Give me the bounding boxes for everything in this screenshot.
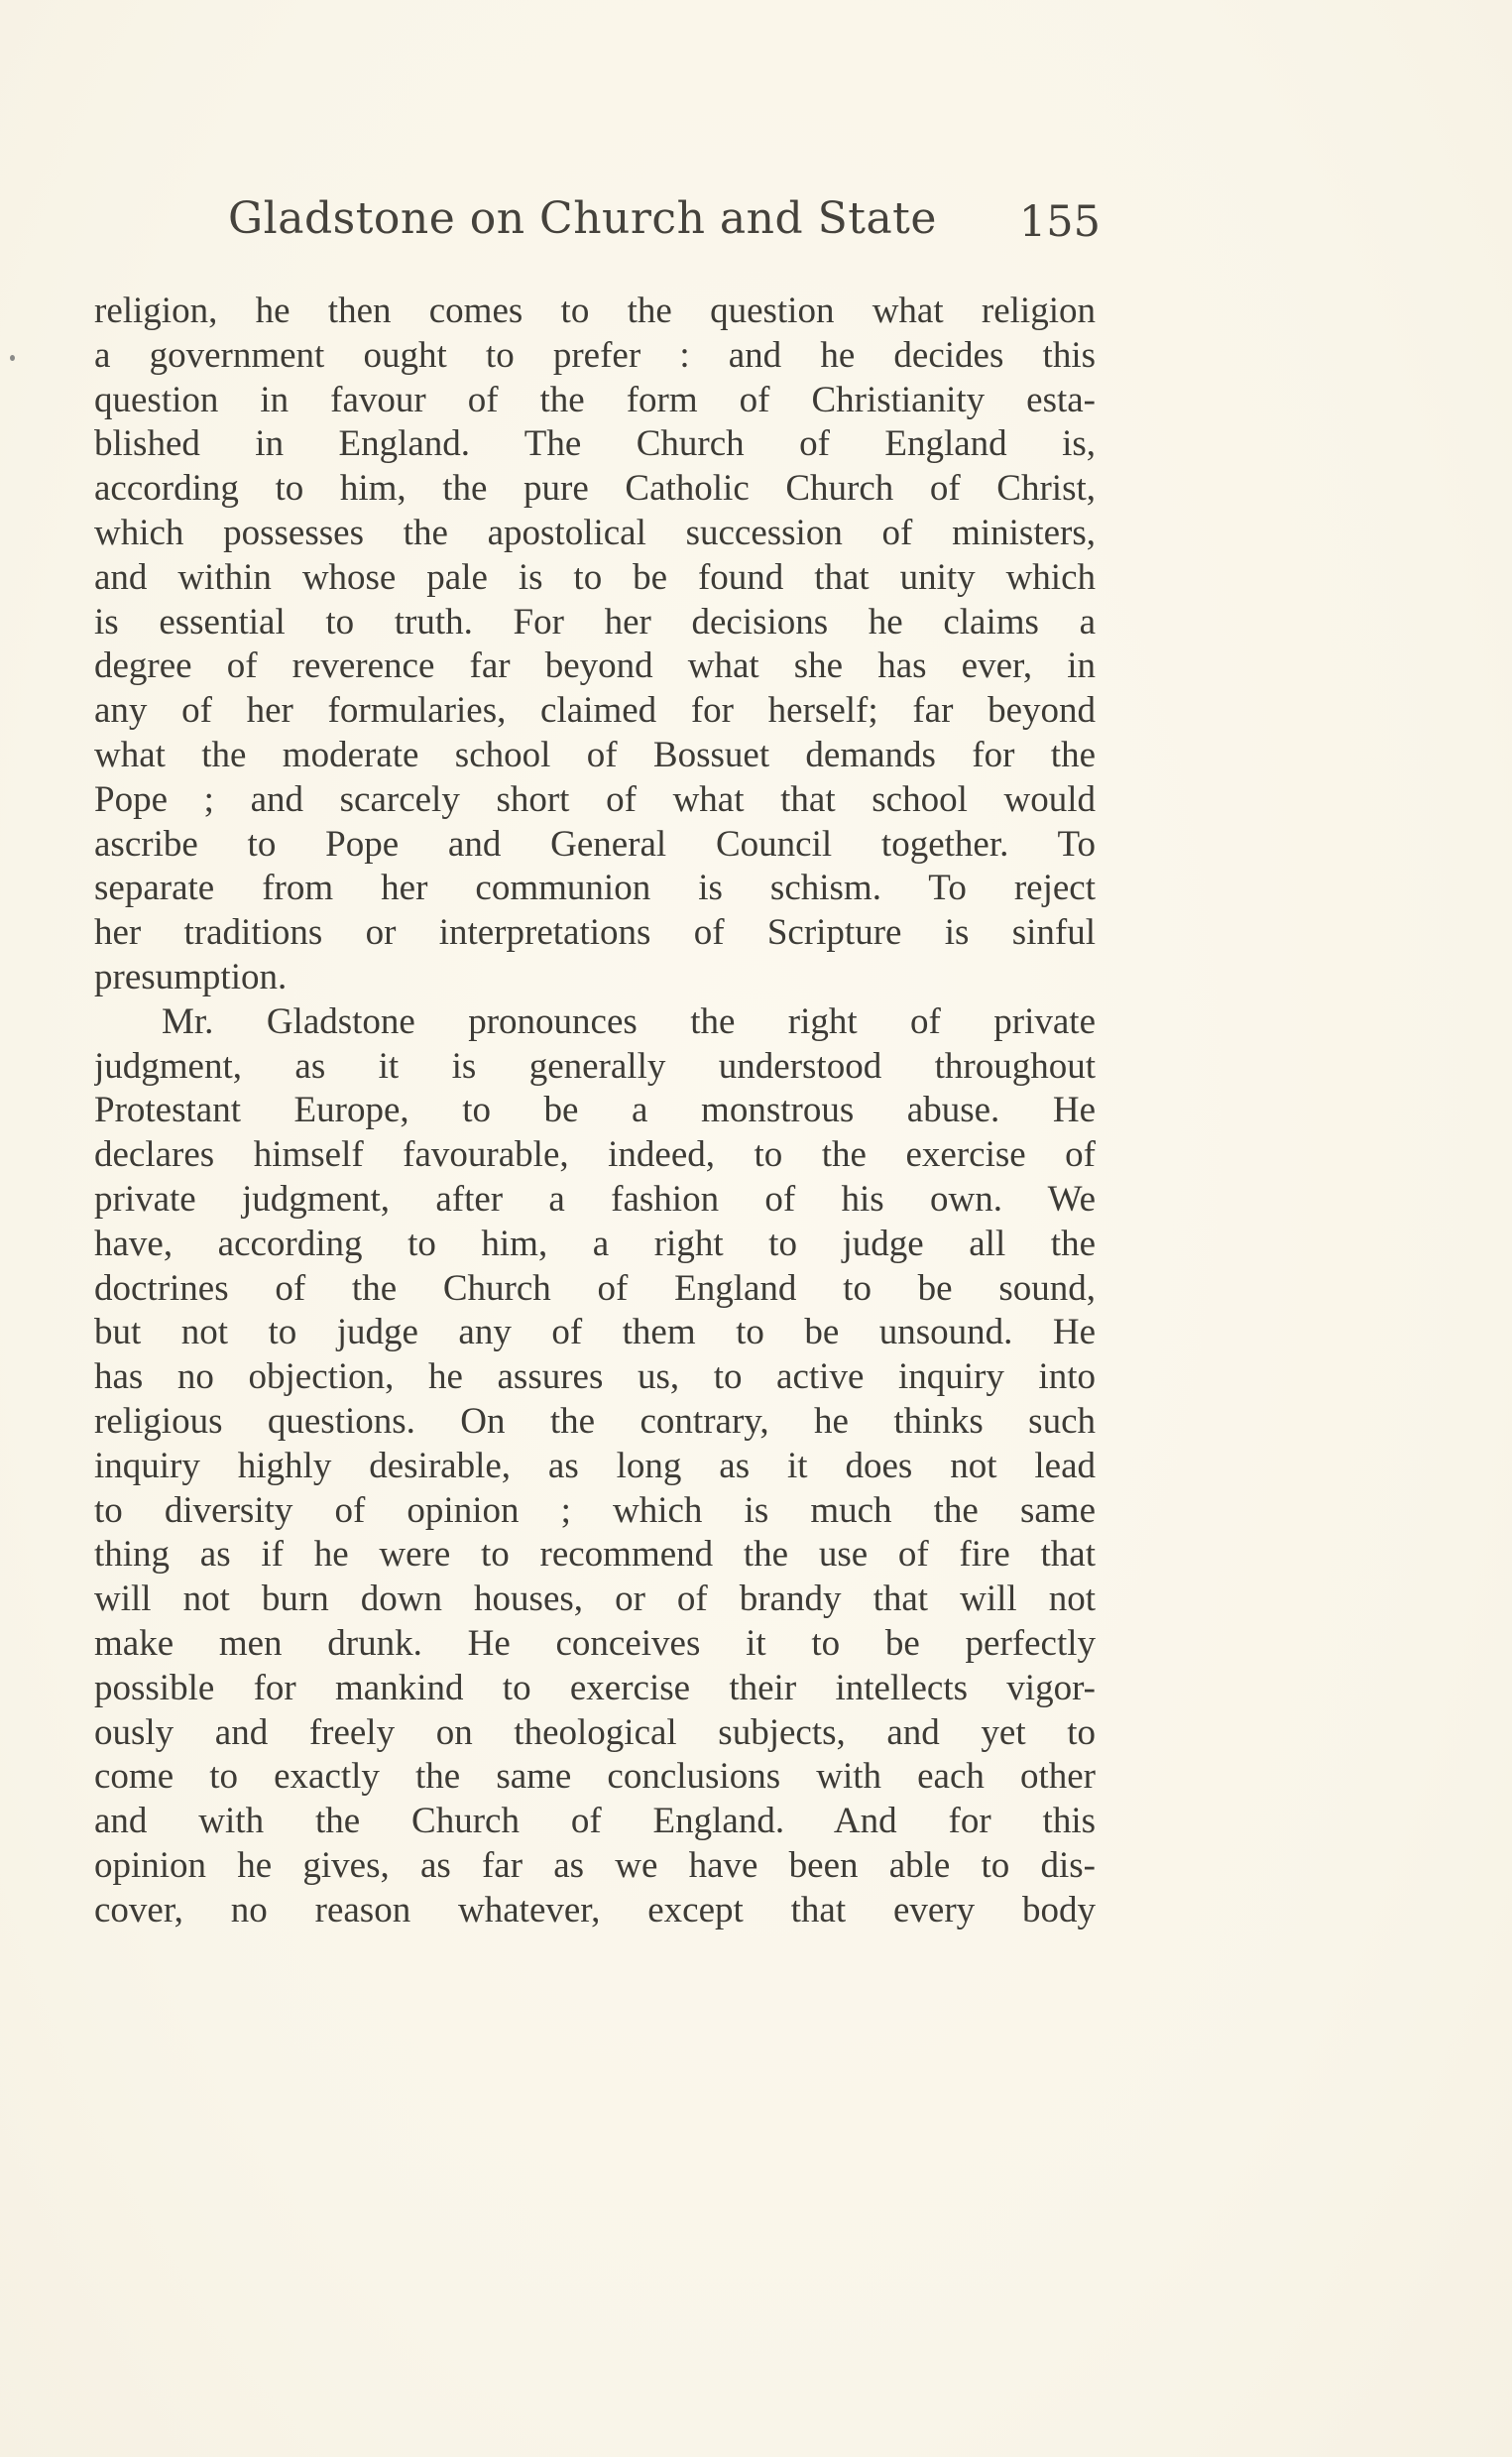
text-line: Protestant Europe, to be a monstrous abuse. He <box>94 1090 1096 1131</box>
body-text <box>94 290 1096 1932</box>
text-line: will not burn down houses, or of brandy that will not <box>94 1579 1096 1620</box>
text-line: Pope ; and scarcely short of what that school would <box>94 778 1096 820</box>
text-line: doctrines of the Church of England to be sound, <box>94 1267 1096 1309</box>
page-speck <box>10 355 15 361</box>
text-line: blished in England. The Church of England is, <box>94 423 1096 465</box>
text-line: has no objection, he assures us, to active inquiry into <box>94 1356 1096 1398</box>
text-line: according to him, the pure Catholic Church of Christ, <box>94 468 1096 510</box>
text-line: degree of reverence far beyond what she has ever, in <box>94 645 1096 687</box>
text-line: possible for mankind to exercise their intellects vigor- <box>94 1667 1096 1708</box>
text-line: religion, he then comes to the question what religion <box>94 291 1096 331</box>
running-head <box>228 193 1101 263</box>
text-line: come to exactly the same conclusions with each other <box>94 1756 1096 1798</box>
text-line: Mr. Gladstone pronounces the right of private <box>162 1000 1096 1042</box>
text-line: presumption. <box>94 956 288 997</box>
text-line: ously and freely on theological subjects, and yet to <box>94 1711 1096 1753</box>
text-line: ascribe to Pope and General Council together. To <box>94 823 1096 865</box>
text-line: thing as if he were to recommend the use of fire that <box>94 1534 1096 1576</box>
text-line: any of her formularies, claimed for herself; far beyond <box>94 690 1096 732</box>
text-line: religious questions. On the contrary, he thinks such <box>94 1400 1096 1442</box>
text-line: judgment, as it is generally understood throughout <box>94 1045 1096 1087</box>
running-title: Gladstone on Church and State <box>228 193 937 244</box>
page-number: 155 <box>1018 197 1101 247</box>
text-line: declares himself favourable, indeed, to the exercise of <box>94 1134 1096 1176</box>
text-line: is essential to truth. For her decisions he claims a <box>94 601 1096 643</box>
text-line: question in favour of the form of Christianity esta- <box>94 379 1096 420</box>
text-line: to diversity of opinion ; which is much the same <box>94 1489 1096 1531</box>
text-line: private judgment, after a fashion of his own. We <box>94 1178 1096 1220</box>
text-line: inquiry highly desirable, as long as it does not lead <box>94 1445 1096 1486</box>
text-line: and within whose pale is to be found that unity which <box>94 556 1096 598</box>
text-line: cover, no reason whatever, except that every body <box>94 1889 1096 1930</box>
text-line: make men drunk. He conceives it to be perfectly <box>94 1622 1096 1664</box>
text-line: what the moderate school of Bossuet demands for the <box>94 734 1096 775</box>
text-line: her traditions or interpretations of Scripture is sinful <box>94 912 1096 954</box>
text-line: opinion he gives, as far as we have been able to dis- <box>94 1844 1096 1886</box>
text-line: but not to judge any of them to be unsound. He <box>94 1312 1096 1353</box>
text-line: have, according to him, a right to judge all the <box>94 1223 1096 1264</box>
text-line: and with the Church of England. And for this <box>94 1801 1096 1842</box>
text-line: which possesses the apostolical succession of ministers, <box>94 512 1096 553</box>
text-line: a government ought to prefer : and he decides this <box>94 334 1096 376</box>
text-line: separate from her communion is schism. To reject <box>94 868 1096 909</box>
